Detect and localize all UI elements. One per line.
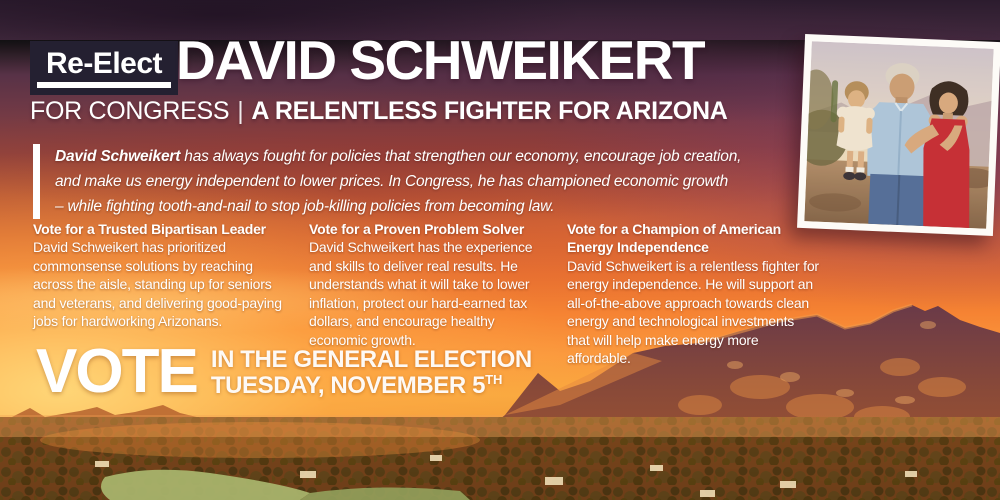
reelect-underline (37, 82, 171, 88)
election-line1: IN THE GENERAL ELECTION (210, 346, 532, 373)
family-photo-frame (797, 34, 1000, 236)
intro-line1: has always fought for policies that strengthen our economy, encourage job creation, (180, 148, 742, 165)
column-body: David Schweikert is a relentless fighter for energy independence. He will support an all-of-the-above approach towards clean energy and technological investments that will help make energy more affordable. (567, 257, 819, 367)
column-heading: Vote for a Champion of American Energy Independence (567, 221, 781, 256)
subtitle (30, 99, 727, 124)
vote-cta (36, 337, 532, 406)
column-body: David Schweikert has prioritized commonsense solutions by reaching across the aisle, standing up for seniors and veterans, and delivering good-paying jobs for hardworking Arizonans. (33, 239, 282, 330)
election-date-lines (211, 347, 532, 400)
divider-pipe: | (237, 97, 244, 125)
tagline: A RELENTLESS FIGHTER FOR ARIZONA (251, 97, 728, 125)
column-body: David Schweikert has the experience and skills to deliver real results. He understands what it will take to lower inflation, protect our hard-earned tax dollars, and encourage healthy economic growth. (309, 239, 533, 348)
election-line2: TUESDAY, NOVEMBER 5 (210, 372, 486, 400)
intro-line3: – while fighting tooth-and-nail to stop job-killing policies from becoming law. (55, 198, 555, 216)
column-energy-independence (567, 220, 819, 368)
column-heading: Vote for a Proven Problem Solver (309, 221, 525, 237)
intro-line2: and make us energy independent to lower prices. In Congress, he has championed economic growth (55, 173, 729, 191)
intro-quote (33, 144, 741, 219)
reelect-label: Re-Elect (45, 46, 163, 80)
intro-lead: David Schweikert (55, 148, 181, 165)
candidate-name: DAVID SCHWEIKERT (176, 29, 705, 91)
date-ordinal: TH (485, 372, 503, 388)
column-heading: Vote for a Trusted Bipartisan Leader (33, 221, 266, 237)
for-congress-label: FOR CONGRESS (30, 97, 230, 125)
reelect-badge (30, 41, 178, 95)
family-photo (804, 41, 993, 228)
vote-word: VOTE (36, 337, 197, 406)
